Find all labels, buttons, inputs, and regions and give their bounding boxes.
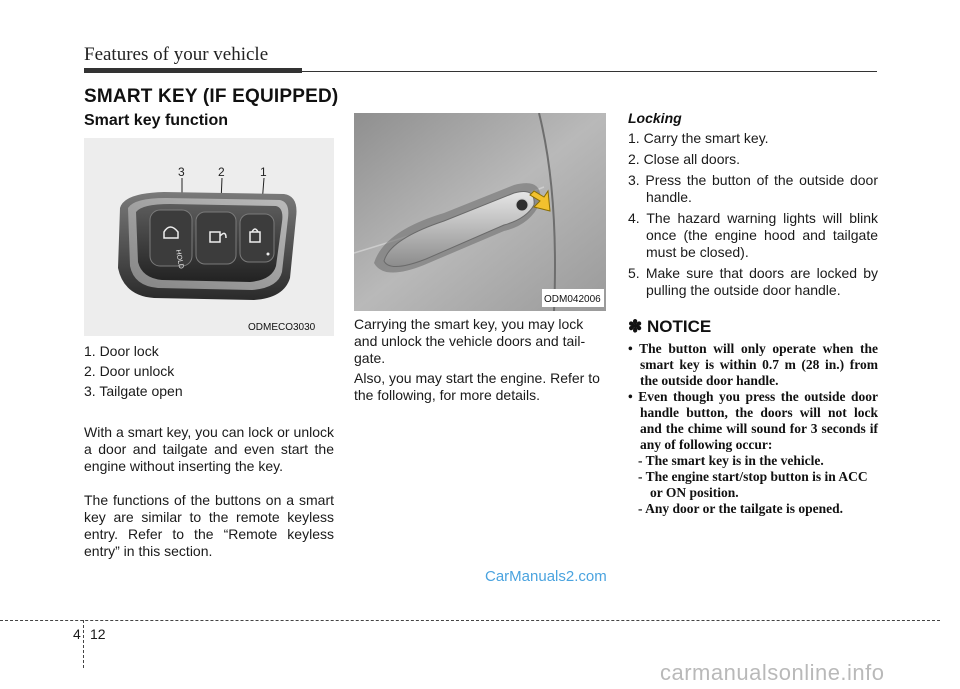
- locking-step: 4. The hazard warning lights will blink once (the engine hood and tailgate must be closed).: [628, 210, 878, 260]
- list-item: 2. Door unlock: [84, 363, 175, 379]
- notice-bullet: • Even though you press the outside door handle button, the doors will not lock and the chime will sound for 3 seconds if any of following occur:: [628, 389, 878, 452]
- footer-rule: [0, 620, 940, 621]
- door-handle-figure: [354, 113, 606, 311]
- callout-1: 1: [260, 165, 267, 179]
- locking-step: 2. Close all doors.: [628, 151, 741, 167]
- notice-section: [628, 317, 878, 517]
- svg-text:HOLD: HOLD: [174, 249, 185, 270]
- carry-paragraph-2: Also, you may start the engine. Refer to the following, for more details.: [354, 370, 600, 403]
- footer-divider: [83, 620, 84, 668]
- carry-paragraph-1: Carrying the smart key, you may lock and unlock the vehicle doors and tail-gate.: [354, 316, 586, 366]
- watermark-link[interactable]: CarManuals2.com: [485, 568, 607, 585]
- smart-key-illustration: [84, 138, 334, 336]
- notice-subitem: - The engine start/stop button is in ACC or ON position.: [638, 469, 868, 500]
- callout-3: 3: [178, 165, 185, 179]
- page-number: 12: [90, 626, 106, 642]
- header-title: Features of your vehicle: [84, 44, 269, 65]
- section-title: SMART KEY (IF EQUIPPED): [84, 86, 339, 107]
- callout-2: 2: [218, 165, 225, 179]
- button-list: [84, 343, 334, 400]
- locking-title: Locking: [628, 110, 682, 126]
- subsection-title: Smart key function: [84, 112, 229, 129]
- locking-step: 5. Make sure that doors are locked by pulling the outside door handle.: [628, 265, 878, 298]
- watermark-site: carmanualsonline.info: [660, 660, 885, 685]
- notice-subitem: - The smart key is in the vehicle.: [638, 453, 824, 468]
- key-figure-code: ODMECO3030: [248, 322, 316, 333]
- smart-key-figure: [84, 138, 334, 336]
- notice-subitem: - Any door or the tailgate is opened.: [638, 501, 844, 516]
- chapter-number: 4: [73, 626, 81, 642]
- notice-title: ✽ NOTICE: [628, 317, 712, 336]
- door-figure-code: ODM042006: [544, 294, 601, 305]
- notice-bullet: • The button will only operate when the smart key is within 0.7 m (28 in.) from the outside door handle.: [628, 341, 878, 388]
- door-handle-illustration: [354, 113, 606, 311]
- list-item: 1. Door lock: [84, 343, 159, 359]
- locking-section: [628, 110, 878, 299]
- locking-step: 3. Press the button of the outside door handle.: [628, 172, 878, 205]
- intro-paragraph-2: The functions of the buttons on a smart key are similar to the remote keyless entry. Refer to the “Remote keyless entry” in this section.: [84, 492, 334, 559]
- list-item: 3. Tailgate open: [84, 383, 183, 399]
- header-rule-accent: [84, 68, 302, 73]
- locking-step: 1. Carry the smart key.: [628, 130, 769, 146]
- intro-paragraph-1: With a smart key, you can lock or unlock a door and tailgate and even start the engine without inserting the key.: [84, 424, 334, 474]
